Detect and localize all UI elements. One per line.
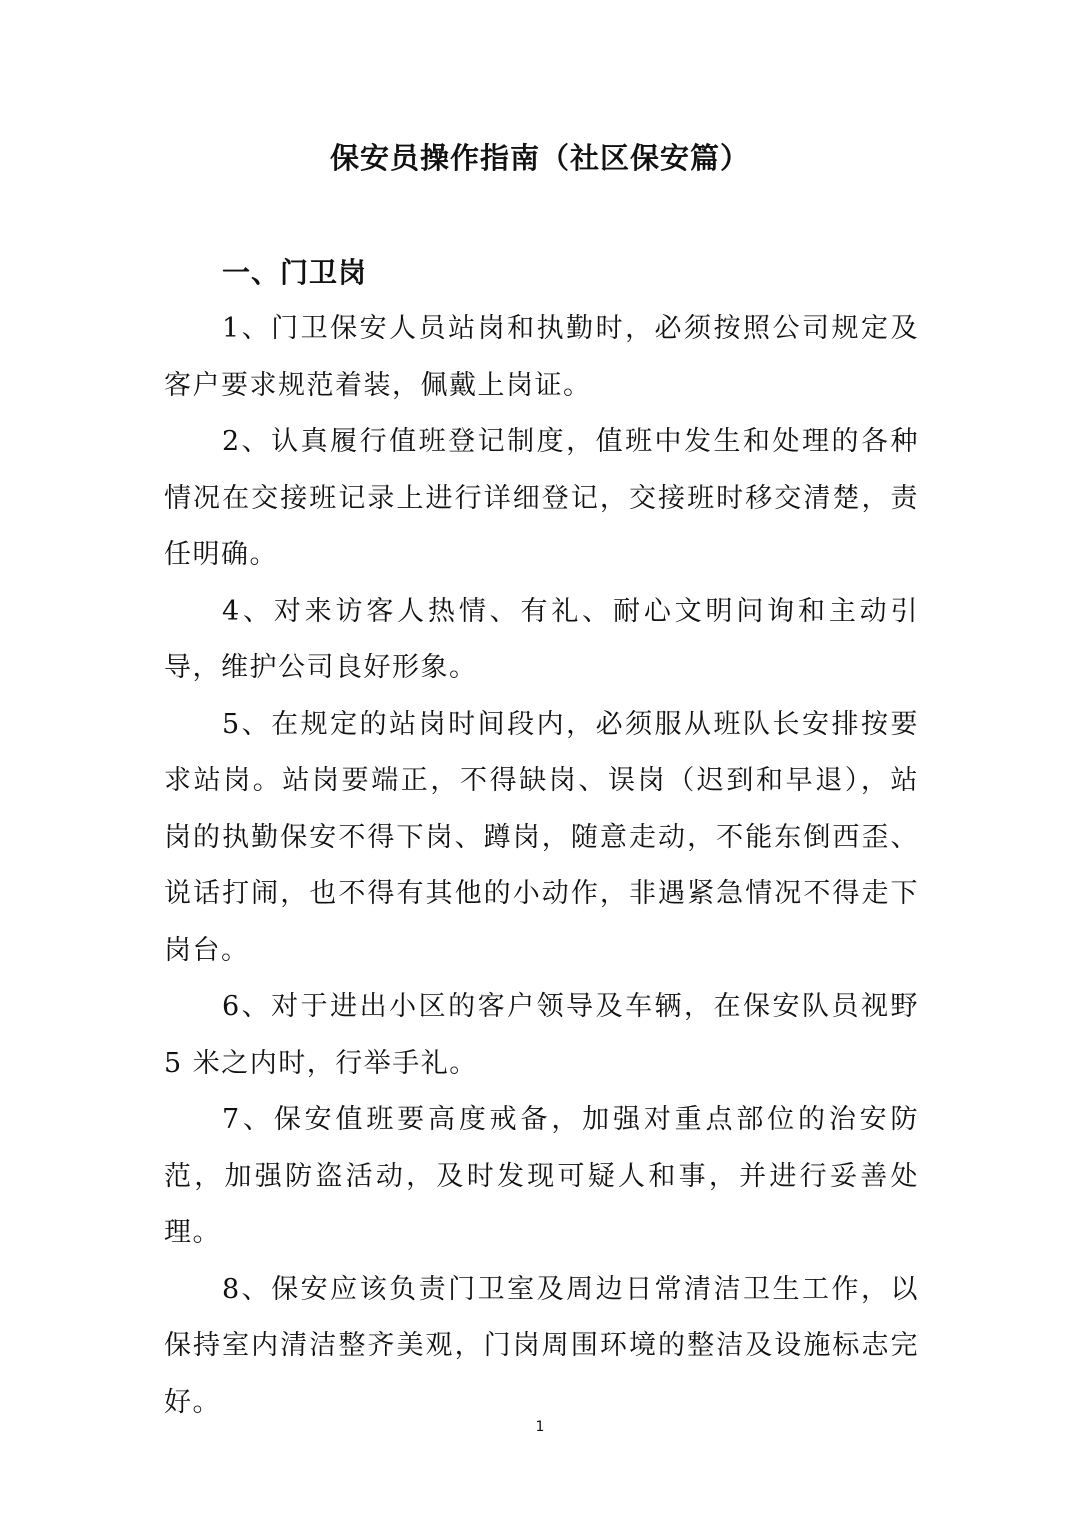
paragraph-item-5: 5、在规定的站岗时间段内，必须服从班队长安排按要求站岗。站岗要端正，不得缺岗、误岗（迟到和早退），站岗的执勤保安不得下岗、蹲岗，随意走动，不能东倒西歪、说话打闹，也不得有其他的小动作，非遇紧急情况不得走下岗台。 xyxy=(164,708,919,966)
paragraph-item-2: 2、认真履行值班登记制度，值班中发生和处理的各种情况在交接班记录上进行详细登记，交接班时移交清楚，责任明确。 xyxy=(164,426,919,570)
paragraph-item-6: 6、对于进出小区的客户领导及车辆，在保安队员视野 5 米之内时，行举手礼。 xyxy=(164,991,919,1079)
document-title: 保安员操作指南（社区保安篇） xyxy=(329,141,750,175)
paragraph-item-8: 8、保安应该负责门卫室及周边日常清洁卫生工作，以保持室内清洁整齐美观，门岗周围环境的整洁及设施标志完好。 xyxy=(164,1273,919,1418)
paragraph-item-7: 7、保安值班要高度戒备，加强对重点部位的治安防范，加强防盗活动，及时发现可疑人和事，并进行妥善处理。 xyxy=(164,1104,919,1248)
paragraph-item-1: 1、门卫保安人员站岗和执勤时，必须按照公司规定及客户要求规范着装，佩戴上岗证。 xyxy=(164,313,919,401)
paragraph-item-4: 4、对来访客人热情、有礼、耐心文明问询和主动引导，维护公司良好形象。 xyxy=(164,595,919,683)
page-number: 1 xyxy=(535,1419,545,1435)
document-body xyxy=(164,301,919,1431)
section-heading: 一、门卫岗 xyxy=(222,256,368,289)
